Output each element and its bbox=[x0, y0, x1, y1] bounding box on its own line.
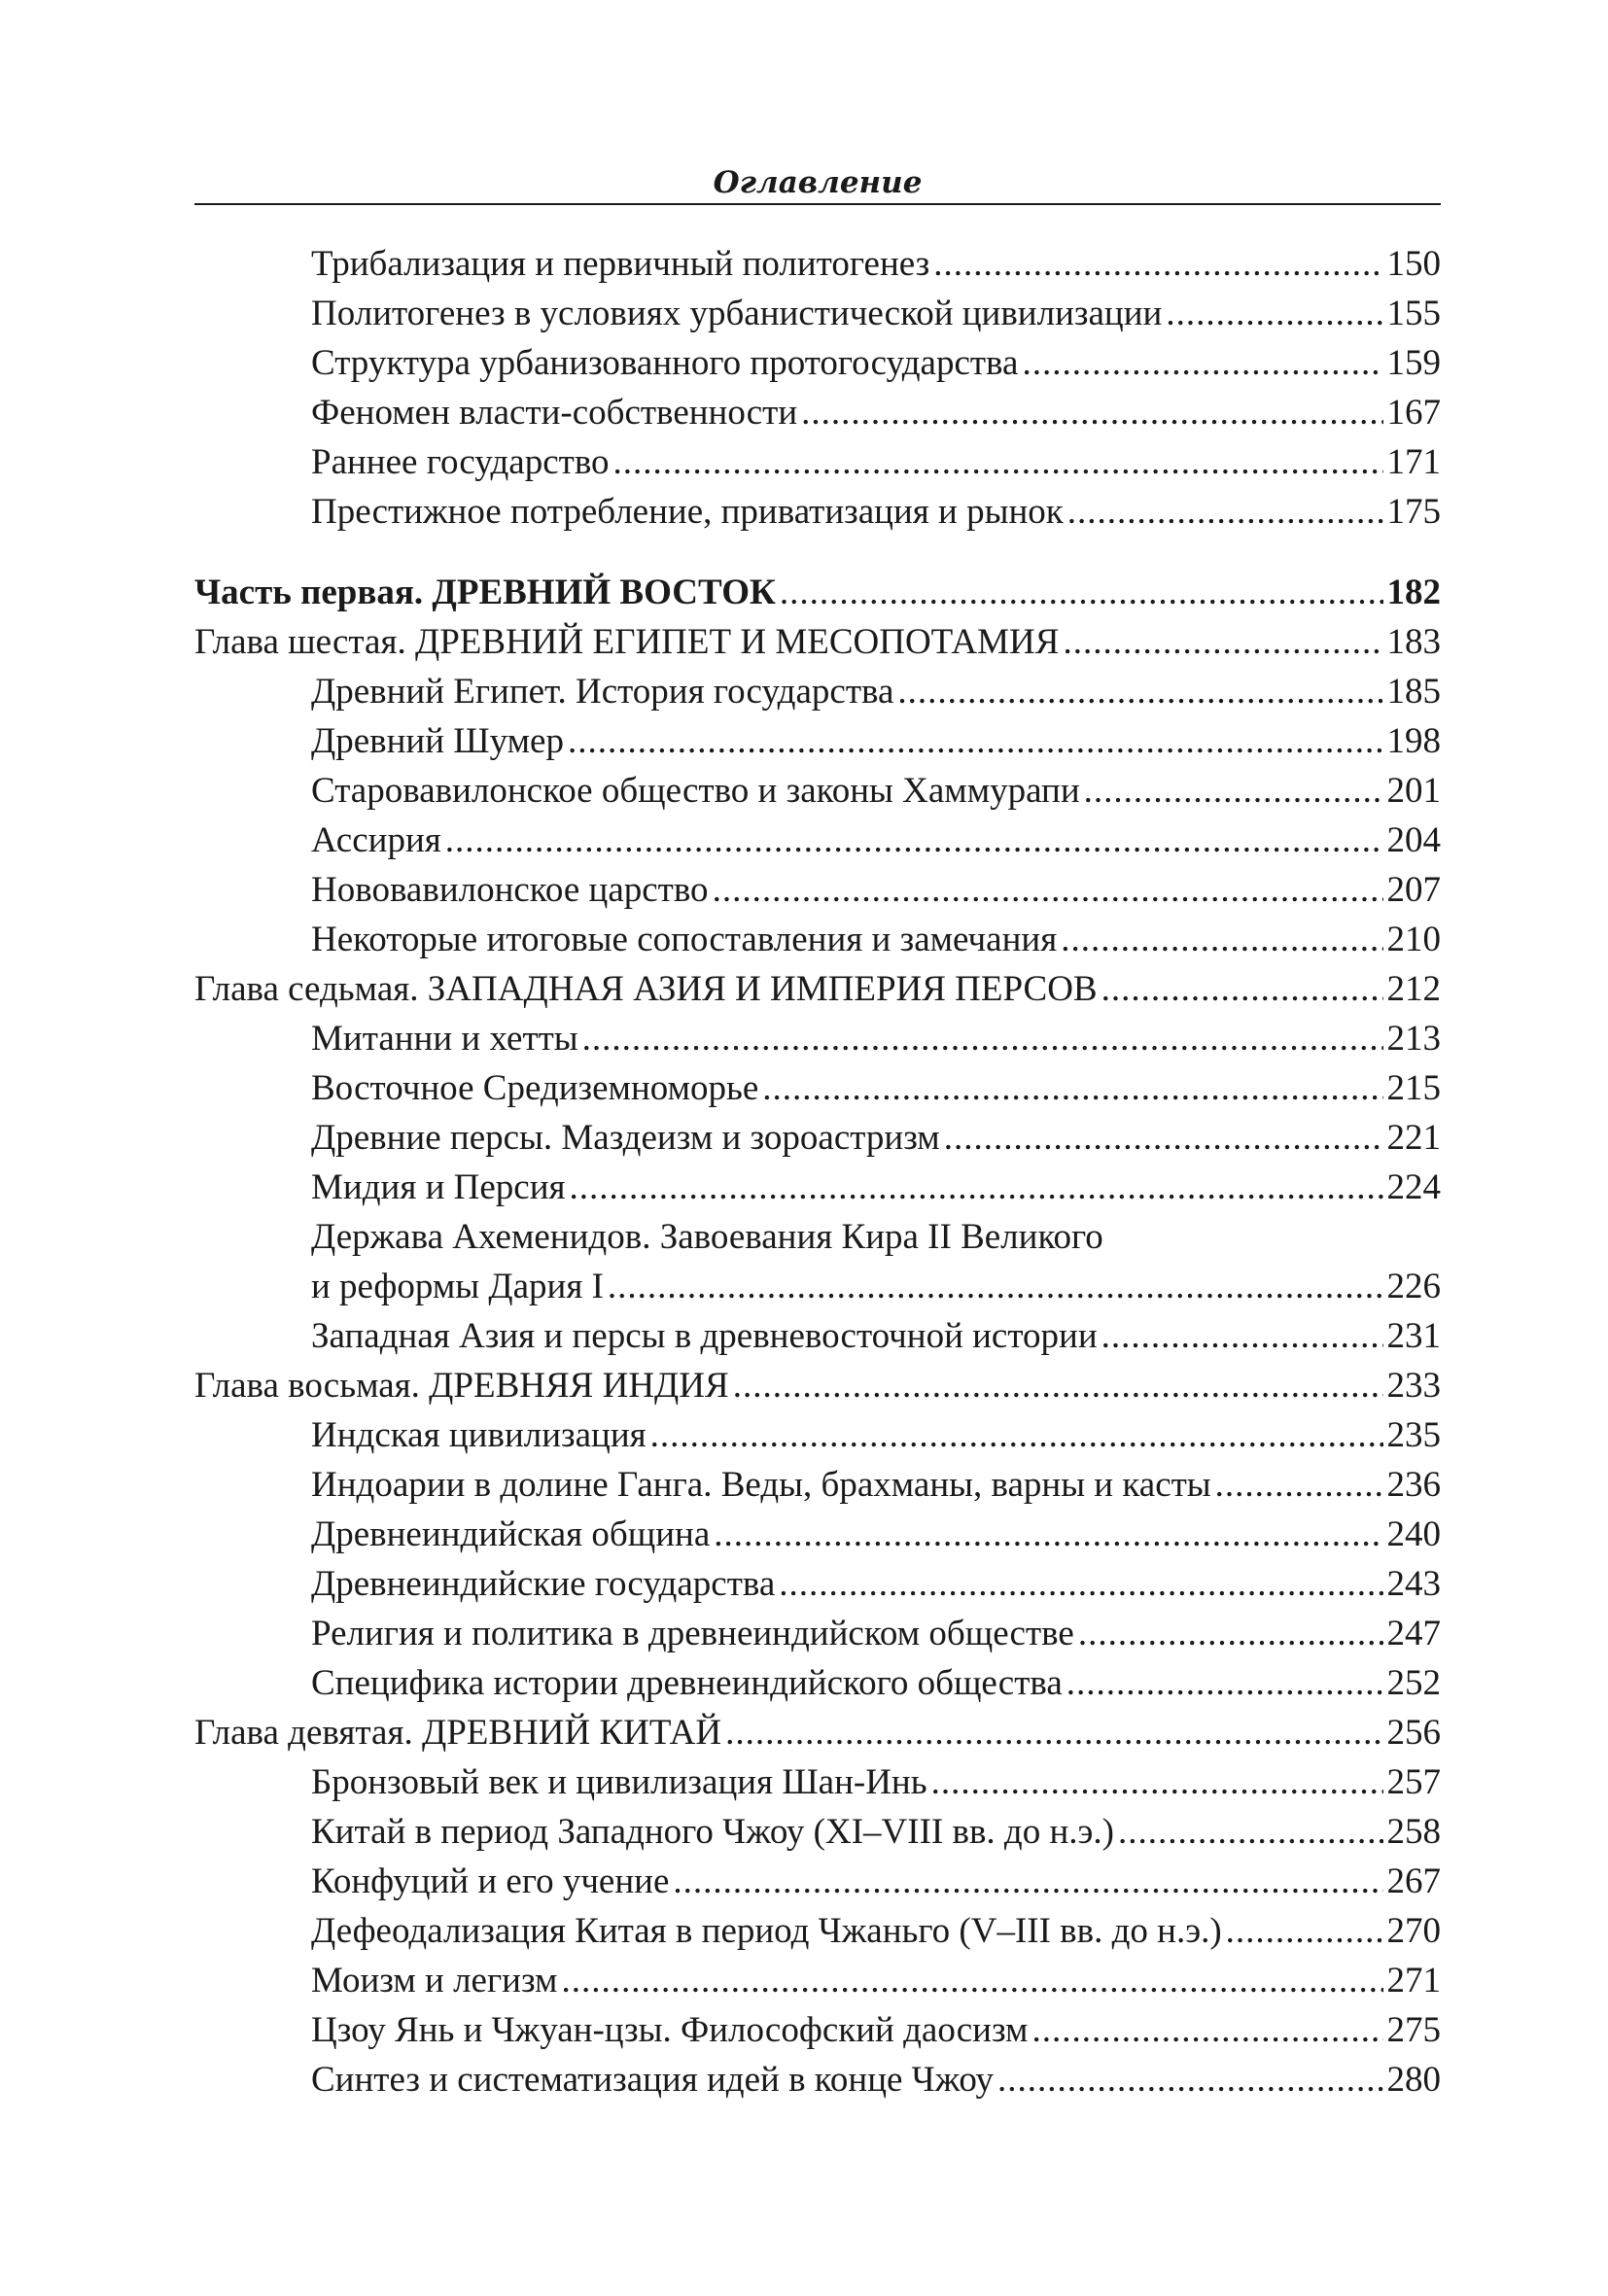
dot-leader bbox=[1215, 1460, 1383, 1510]
table-of-contents bbox=[194, 239, 1441, 2105]
toc-entry-sub bbox=[194, 338, 1441, 388]
toc-page-number: 235 bbox=[1386, 1415, 1441, 1455]
toc-page-number: 207 bbox=[1386, 870, 1441, 910]
toc-entry-chapter bbox=[194, 1708, 1441, 1757]
toc-entry-title: Глава седьмая. ЗАПАДНАЯ АЗИЯ И ИМПЕРИЯ ПЕРСОВ bbox=[194, 969, 1098, 1009]
dot-leader bbox=[1118, 1807, 1383, 1857]
toc-entry-sub bbox=[194, 437, 1441, 487]
toc-entry-title: Древний Египет. История государства bbox=[311, 672, 894, 712]
toc-entry-title: Восточное Средиземноморье bbox=[311, 1068, 759, 1108]
toc-page-number: 185 bbox=[1386, 672, 1441, 712]
toc-page-number: 221 bbox=[1386, 1118, 1441, 1158]
toc-entry-title: Глава восьмая. ДРЕВНЯЯ ИНДИЯ bbox=[194, 1366, 729, 1406]
dot-leader bbox=[1101, 1311, 1383, 1361]
toc-entry-title: Феномен власти-собственности bbox=[311, 393, 798, 433]
toc-entry-title: Древний Шумер bbox=[311, 721, 564, 761]
toc-entry-title: Индоарии в долине Ганга. Веды, брахманы, варны и касты bbox=[311, 1465, 1211, 1505]
dot-leader bbox=[561, 1956, 1382, 2005]
toc-page-number: 267 bbox=[1386, 1861, 1441, 1901]
dot-leader bbox=[733, 1361, 1383, 1410]
toc-entry-title: Глава шестая. ДРЕВНИЙ ЕГИПЕТ И МЕСОПОТАМИЯ bbox=[194, 622, 1060, 662]
dot-leader bbox=[933, 239, 1382, 289]
dot-leader bbox=[613, 437, 1383, 487]
dot-leader bbox=[568, 716, 1383, 766]
toc-page-number: 236 bbox=[1386, 1465, 1441, 1505]
dot-leader bbox=[1226, 1906, 1383, 1956]
dot-leader bbox=[1066, 1658, 1383, 1708]
toc-entry-title: Цзоу Янь и Чжуан-цзы. Философский даосизм bbox=[311, 2010, 1029, 2050]
toc-entry-sub bbox=[194, 1410, 1441, 1460]
toc-entry-sub bbox=[194, 2005, 1441, 2055]
toc-entry-sub bbox=[194, 1063, 1441, 1113]
toc-page-number: 231 bbox=[1386, 1316, 1441, 1356]
toc-entry-sub bbox=[194, 1212, 1441, 1311]
dot-leader bbox=[762, 1063, 1382, 1113]
toc-entry-sub bbox=[194, 1460, 1441, 1510]
dot-leader bbox=[1031, 2005, 1382, 2055]
toc-entry-sub bbox=[194, 716, 1441, 766]
dot-leader bbox=[650, 1410, 1383, 1460]
toc-entry-title: Структура урбанизованного протогосударства bbox=[311, 343, 1019, 383]
dot-leader bbox=[1067, 487, 1383, 537]
toc-entry-sub bbox=[194, 2055, 1441, 2105]
toc-entry-part bbox=[194, 568, 1441, 617]
toc-entry-sub bbox=[194, 865, 1441, 915]
toc-entry-sub bbox=[194, 487, 1441, 537]
toc-entry-title: Старовавилонское общество и законы Хаммурапи bbox=[311, 771, 1080, 811]
toc-page-number: 252 bbox=[1386, 1663, 1441, 1703]
dot-leader bbox=[1022, 338, 1382, 388]
toc-entry-sub bbox=[194, 1609, 1441, 1658]
toc-page-number: 270 bbox=[1386, 1911, 1441, 1951]
dot-leader bbox=[1063, 617, 1382, 667]
toc-entry-sub bbox=[194, 816, 1441, 865]
toc-entry-title: Дефеодализация Китая в период Чжаньго (V–III вв. до н.э.) bbox=[311, 1911, 1222, 1951]
dot-leader bbox=[582, 1014, 1383, 1063]
toc-entry-title: Трибализация и первичный политогенез bbox=[311, 244, 930, 284]
dot-leader bbox=[445, 816, 1383, 865]
toc-entry-title: Конфуций и его учение bbox=[311, 1861, 670, 1901]
toc-page-number: 171 bbox=[1386, 442, 1441, 482]
toc-entry-sub bbox=[194, 1014, 1441, 1063]
toc-entry-title: Митанни и хетты bbox=[311, 1019, 578, 1059]
dot-leader bbox=[725, 1708, 1382, 1757]
toc-entry-sub bbox=[194, 1311, 1441, 1361]
dot-leader bbox=[779, 1559, 1382, 1609]
dot-leader bbox=[1166, 289, 1382, 338]
header-rule bbox=[194, 203, 1441, 205]
toc-page-number: 224 bbox=[1386, 1167, 1441, 1207]
toc-entry-title: Древние персы. Маздеизм и зороастризм bbox=[311, 1118, 940, 1158]
toc-entry-chapter bbox=[194, 1361, 1441, 1410]
toc-page-number: 175 bbox=[1386, 492, 1441, 532]
dot-leader bbox=[713, 865, 1383, 915]
dot-leader bbox=[1101, 964, 1383, 1014]
toc-entry-title: Часть первая. ДРЕВНИЙ ВОСТОК bbox=[194, 573, 776, 612]
dot-leader bbox=[570, 1163, 1383, 1212]
toc-page-number: 212 bbox=[1386, 969, 1441, 1009]
toc-entry-title: Держава Ахеменидов. Завоевания Кира II Великого bbox=[311, 1217, 1103, 1257]
toc-entry-title: Бронзовый век и цивилизация Шан-Инь bbox=[311, 1762, 927, 1802]
dot-leader bbox=[1078, 1609, 1383, 1658]
toc-entry-title: Глава девятая. ДРЕВНИЙ КИТАЙ bbox=[194, 1713, 722, 1753]
toc-entry-title: Политогенез в условиях урбанистической цивилизации bbox=[311, 294, 1163, 333]
toc-page-number: 213 bbox=[1386, 1019, 1441, 1059]
toc-entry-title: Моизм и легизм bbox=[311, 1961, 558, 2000]
toc-page-number: 226 bbox=[1386, 1267, 1441, 1306]
toc-entry-title: Мидия и Персия bbox=[311, 1167, 566, 1207]
dot-leader bbox=[608, 1262, 1383, 1311]
toc-entry-sub bbox=[194, 1658, 1441, 1708]
toc-page-number: 233 bbox=[1386, 1366, 1441, 1406]
toc-entry-title: Нововавилонское царство bbox=[311, 870, 709, 910]
toc-page-number: 243 bbox=[1386, 1564, 1441, 1604]
toc-entry-title: Синтез и систематизация идей в конце Чжоу bbox=[311, 2060, 994, 2100]
toc-entry-title: Раннее государство bbox=[311, 442, 610, 482]
toc-entry-title: Ассирия bbox=[311, 820, 441, 860]
toc-page-number: 210 bbox=[1386, 920, 1441, 959]
toc-page-number: 201 bbox=[1386, 771, 1441, 811]
dot-leader bbox=[1084, 766, 1383, 816]
toc-entry-sub bbox=[194, 667, 1441, 716]
toc-entry-title: Престижное потребление, приватизация и рынок bbox=[311, 492, 1064, 532]
toc-page-number: 150 bbox=[1386, 244, 1441, 284]
toc-page-number: 183 bbox=[1386, 622, 1441, 662]
toc-entry-title: Древнеиндийские государства bbox=[311, 1564, 776, 1604]
toc-entry-title: Древнеиндийская община bbox=[311, 1514, 711, 1554]
toc-page-number: 198 bbox=[1386, 721, 1441, 761]
page-header: Оглавление bbox=[713, 165, 923, 200]
toc-entry-sub bbox=[194, 1807, 1441, 1857]
toc-entry-title: Некоторые итоговые сопоставления и замечания bbox=[311, 920, 1058, 959]
toc-entry-title: Китай в период Западного Чжоу (XI–VIII вв. до н.э.) bbox=[311, 1812, 1114, 1852]
toc-entry-sub bbox=[194, 1113, 1441, 1163]
toc-entry-title: Специфика истории древнеиндийского общества bbox=[311, 1663, 1063, 1703]
toc-page-number: 155 bbox=[1386, 294, 1441, 333]
toc-entry-sub bbox=[194, 1559, 1441, 1609]
toc-page-number: 271 bbox=[1386, 1961, 1441, 2000]
toc-entry-title-continuation: и реформы Дария I bbox=[311, 1267, 604, 1306]
dot-leader bbox=[714, 1510, 1382, 1559]
toc-page-number: 240 bbox=[1386, 1514, 1441, 1554]
toc-entry-sub bbox=[194, 1906, 1441, 1956]
dot-leader bbox=[944, 1113, 1383, 1163]
toc-entry-title: Западная Азия и персы в древневосточной истории bbox=[311, 1316, 1098, 1356]
toc-page-number: 215 bbox=[1386, 1068, 1441, 1108]
dot-leader bbox=[673, 1857, 1382, 1906]
toc-page-number: 256 bbox=[1386, 1713, 1441, 1753]
toc-page-number: 247 bbox=[1386, 1614, 1441, 1653]
dot-leader bbox=[897, 667, 1382, 716]
toc-page-number: 258 bbox=[1386, 1812, 1441, 1852]
toc-entry-chapter bbox=[194, 617, 1441, 667]
toc-page-number: 159 bbox=[1386, 343, 1441, 383]
toc-page-number: 182 bbox=[1386, 573, 1441, 612]
toc-entry-sub bbox=[194, 388, 1441, 437]
toc-page-number: 280 bbox=[1386, 2060, 1441, 2100]
toc-page-number: 275 bbox=[1386, 2010, 1441, 2050]
toc-page-number: 204 bbox=[1386, 820, 1441, 860]
toc-entry-title: Индская цивилизация bbox=[311, 1415, 647, 1455]
toc-entry-sub bbox=[194, 766, 1441, 816]
toc-page-number: 257 bbox=[1386, 1762, 1441, 1802]
toc-entry-sub bbox=[194, 1857, 1441, 1906]
toc-entry-sub bbox=[194, 289, 1441, 338]
dot-leader bbox=[997, 2055, 1383, 2105]
toc-entry-sub bbox=[194, 1510, 1441, 1559]
dot-leader bbox=[1061, 915, 1382, 964]
toc-page-number: 167 bbox=[1386, 393, 1441, 433]
toc-entry-chapter bbox=[194, 964, 1441, 1014]
dot-leader bbox=[801, 388, 1382, 437]
dot-leader bbox=[780, 568, 1383, 617]
toc-entry-sub bbox=[194, 915, 1441, 964]
dot-leader bbox=[931, 1757, 1383, 1807]
toc-entry-sub bbox=[194, 239, 1441, 289]
toc-entry-title: Религия и политика в древнеиндийском обществе bbox=[311, 1614, 1074, 1653]
toc-entry-sub bbox=[194, 1956, 1441, 2005]
toc-entry-sub bbox=[194, 1163, 1441, 1212]
toc-entry-sub bbox=[194, 1757, 1441, 1807]
